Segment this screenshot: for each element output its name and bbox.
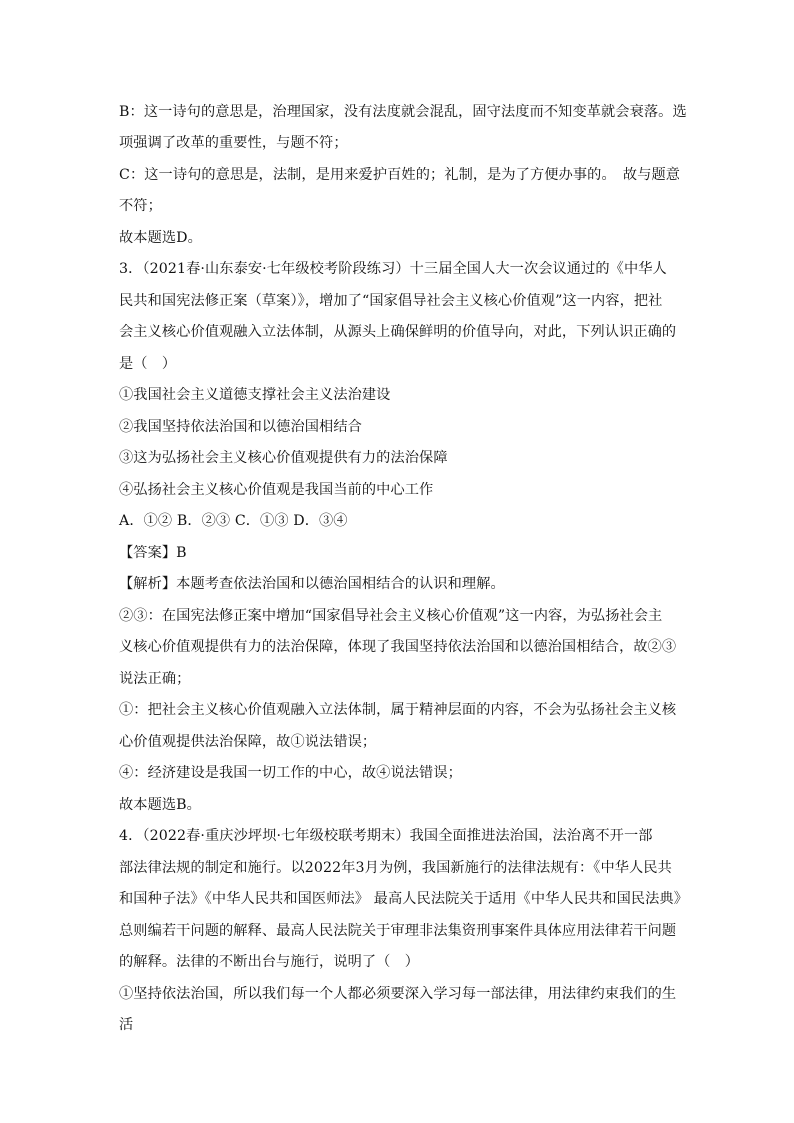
question-3-stem: 3．（2021春·山东泰安·七年级校考阶段练习）十三届全国人大一次会议通过的《中华人 (119, 261, 667, 277)
answer-choices: A．①② B．②③ C．①③ D．③④ (119, 513, 348, 529)
text-line: 和国种子法》《中华人民共和国医师法》 最高人民法院关于适用《中华人民共和国民法典》 (119, 891, 689, 907)
text-line: 故本题选B。 (119, 797, 201, 813)
text-line: 故本题选D。 (119, 230, 202, 246)
text-line: 部法律法规的制定和施行。以2022年3月为例，我国新施行的法律法规有：《中华人民共 (119, 860, 672, 876)
option-statement: ①我国社会主义道德支撑社会主义法治建设 (119, 387, 391, 403)
text-line: 的解释。法律的不断出台与施行，说明了（ ） (119, 954, 420, 970)
analysis-line: 【解析】本题考查依法治国和以德治国相结合的认识和理解。 (119, 576, 505, 592)
text-line: 项强调了改革的重要性，与题不符； (119, 135, 348, 151)
text-line: 不符； (119, 198, 162, 214)
text-line: 民共和国宪法修正案（草案）》，增加了“国家倡导社会主义核心价值观”这一内容，把社 (119, 293, 663, 309)
text-line: B：这一诗句的意思是，治理国家，没有法度就会混乱，固守法度而不知变革就会衰落。选 (119, 104, 687, 120)
text-line: ④：经济建设是我国一切工作的中心，故④说法错误； (119, 765, 462, 781)
text-line: ②③：在国宪法修正案中增加“国家倡导社会主义核心价值观”这一内容，为弘扬社会主 (119, 608, 663, 624)
question-4-stem: 4．（2022春·重庆沙坪坝·七年级校联考期末）我国全面推进法治国，法治离不开一部 (119, 828, 653, 844)
text-line: ①：把社会主义核心价值观融入立法体制，属于精神层面的内容，不会为弘扬社会主义核 (119, 702, 677, 718)
text-line: 义核心价值观提供有力的法治保障，体现了我国坚持依法治国和以德治国相结合，故②③ (119, 639, 677, 655)
text-line: 会主义核心价值观融入立法体制，从源头上确保鲜明的价值导向，对此，下列认识正确的 (119, 324, 677, 340)
text-line: 是（ ） (119, 356, 177, 372)
option-statement: ④弘扬社会主义核心价值观是我国当前的中心工作 (119, 482, 434, 498)
text-line: C：这一诗句的意思是，法制，是用来爱护百姓的；礼制，是为了方便办事的。 故与题意 (119, 167, 681, 183)
text-line: 说法正确； (119, 671, 191, 687)
answer-line: 【答案】B (119, 545, 187, 561)
text-line: 心价值观提供法治保障，故①说法错误； (119, 734, 377, 750)
option-statement: ③这为弘扬社会主义核心价值观提供有力的法治保障 (119, 450, 448, 466)
option-statement: ①坚持依法治国，所以我们每一个人都必须要深入学习每一部法律，用法律约束我们的生 (119, 986, 677, 1002)
text-line: 总则编若干问题的解释、最高人民法院关于审理非法集资刑事案件具体应用法律若干问题 (119, 923, 677, 939)
option-statement: 活 (119, 1017, 134, 1033)
option-statement: ②我国坚持依法治国和以德治国相结合 (119, 419, 362, 435)
